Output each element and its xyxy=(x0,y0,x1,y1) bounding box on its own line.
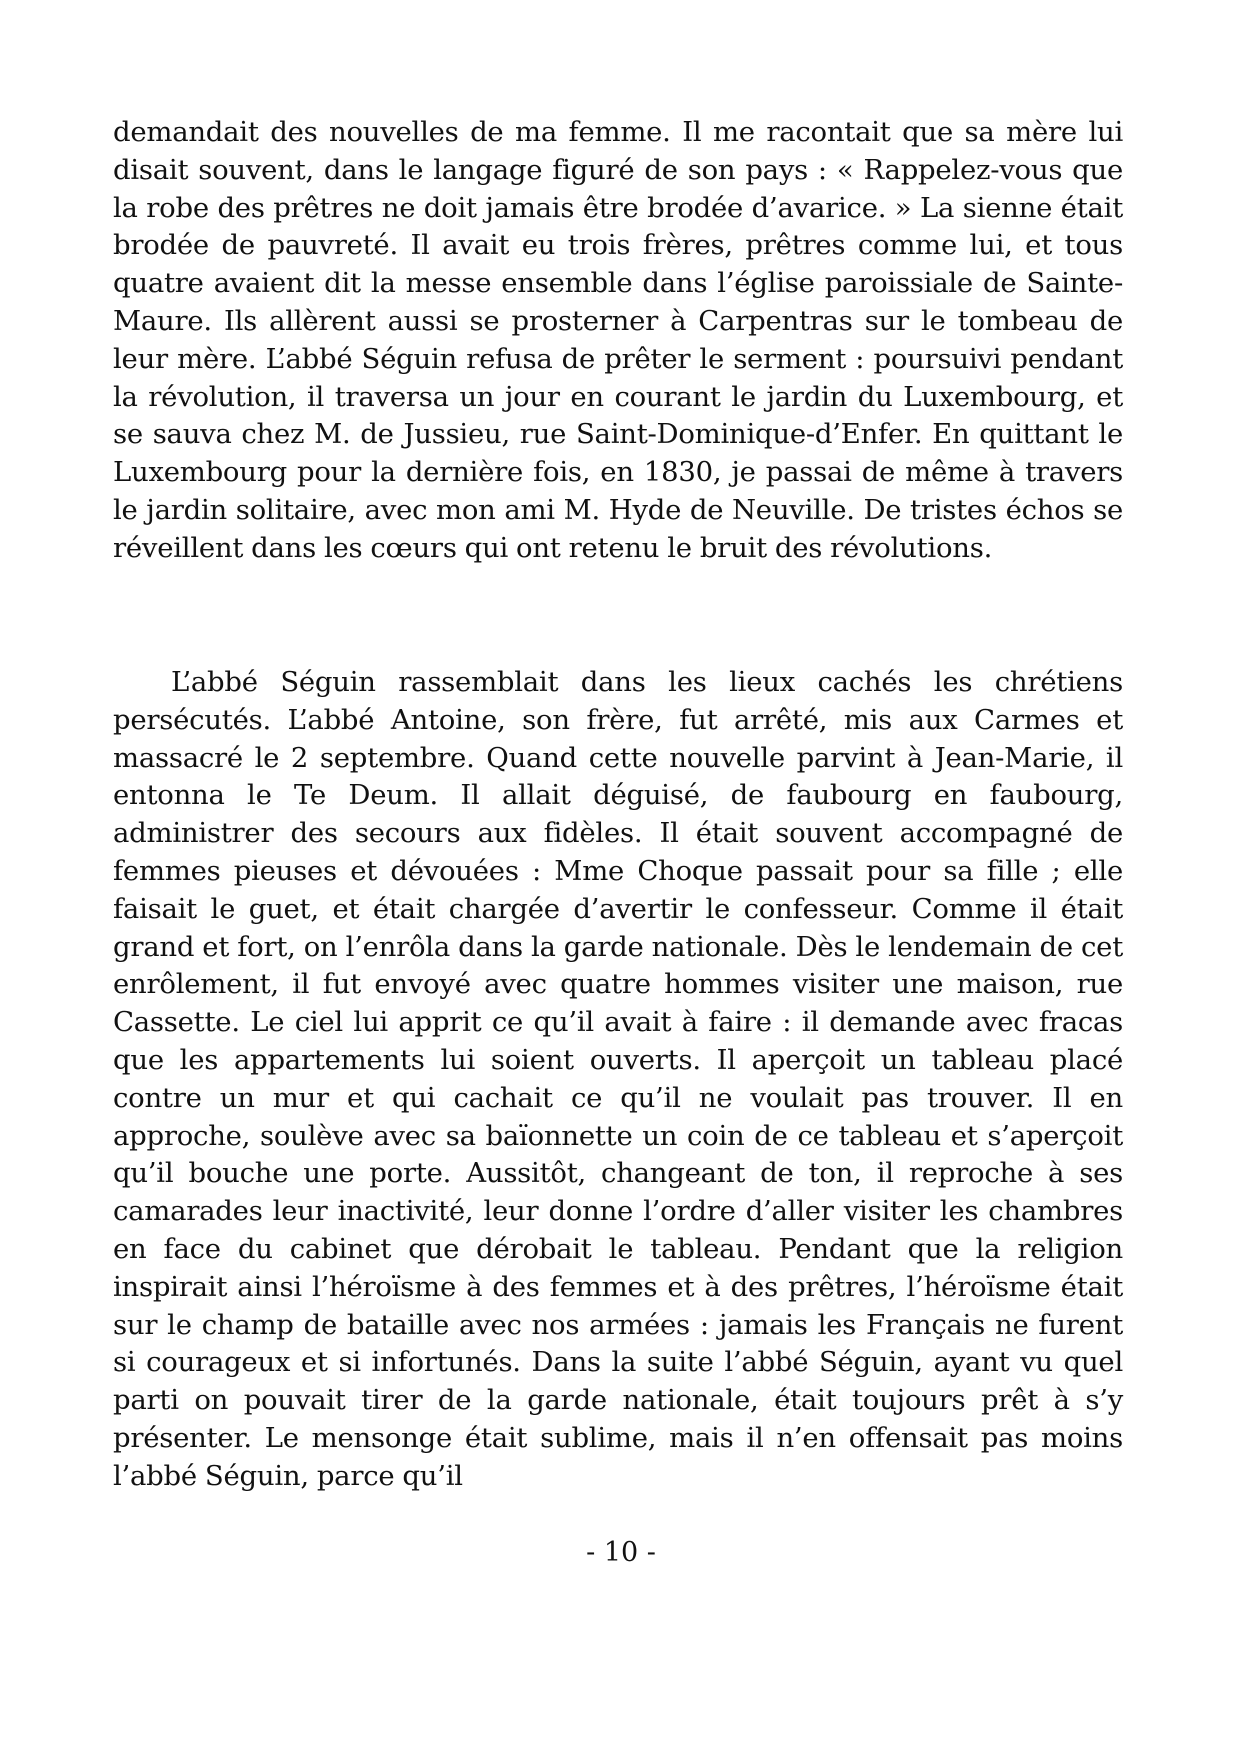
paragraph-1: demandait des nouvelles de ma femme. Il me racontait que sa mère lui disait souvent, dans le langage figuré de son pays : « Rappelez-vous que la robe des prêtres ne doit jamais être brodée d’avarice. » La sienne était brodée de pauvreté. Il avait eu trois frères, prêtres comme lui, et tous quatre avaient dit la messe ensemble dans l’église paroissiale de Sainte-Maure. Ils allèrent aussi se prosterner à Carpentras sur le tombeau de leur mère. L’abbé Séguin refusa de prêter le serment : poursuivi pendant la révolution, il traversa un jour en courant le jardin du Luxembourg, et se sauva chez M. de Jussieu, rue Saint-Dominique-d’Enfer. En quittant le Luxembourg pour la dernière fois, en 1830, je passai de même à travers le jardin solitaire, avec mon ami M. Hyde de Neuville. De tristes échos se réveillent dans les cœurs qui ont retenu le bruit des révolutions. xyxy=(113,116,1123,564)
paragraph-2: L’abbé Séguin rassemblait dans les lieux cachés les chrétiens persécutés. L’abbé Antoine, son frère, fut arrêté, mis aux Carmes et massacré le 2 septembre. Quand cette nouvelle parvint à Jean-Marie, il entonna le Te Deum. Il allait déguisé, de faubourg en faubourg, administrer des secours aux fidèles. Il était souvent accompagné de femmes pieuses et dévouées : Mme Choque passait pour sa fille ; elle faisait le guet, et était chargée d’avertir le confesseur. Comme il était grand et fort, on l’enrôla dans la garde nationale. Dès le lendemain de cet enrôlement, il fut envoyé avec quatre hommes visiter une maison, rue Cassette. Le ciel lui apprit ce qu’il avait à faire : il demande avec fracas que les appartements lui soient ouverts. Il aperçoit un tableau placé contre un mur et qui cachait ce qu’il ne voulait pas trouver. Il en approche, soulève avec sa baïonnette un coin de ce tableau et s’aperçoit qu’il bouche une porte. Aussitôt, changeant de ton, il reproche à ses camarades leur inactivité, leur donne l’ordre d’aller visiter les chambres en face du cabinet que dérobait le tableau. Pendant que la religion inspirait ainsi l’héroïsme à des femmes et à des prêtres, l’héroïsme était sur le champ de bataille avec nos armées : jamais les Français ne furent si courageux et si infortunés. Dans la suite l’abbé Séguin, ayant vu quel parti on pouvait tirer de la garde nationale, était toujours prêt à s’y présenter. Le mensonge était sublime, mais il n’en offensait pas moins l’abbé Séguin, parce qu’il xyxy=(113,666,1123,1492)
page-number: - 10 - xyxy=(586,1537,656,1568)
